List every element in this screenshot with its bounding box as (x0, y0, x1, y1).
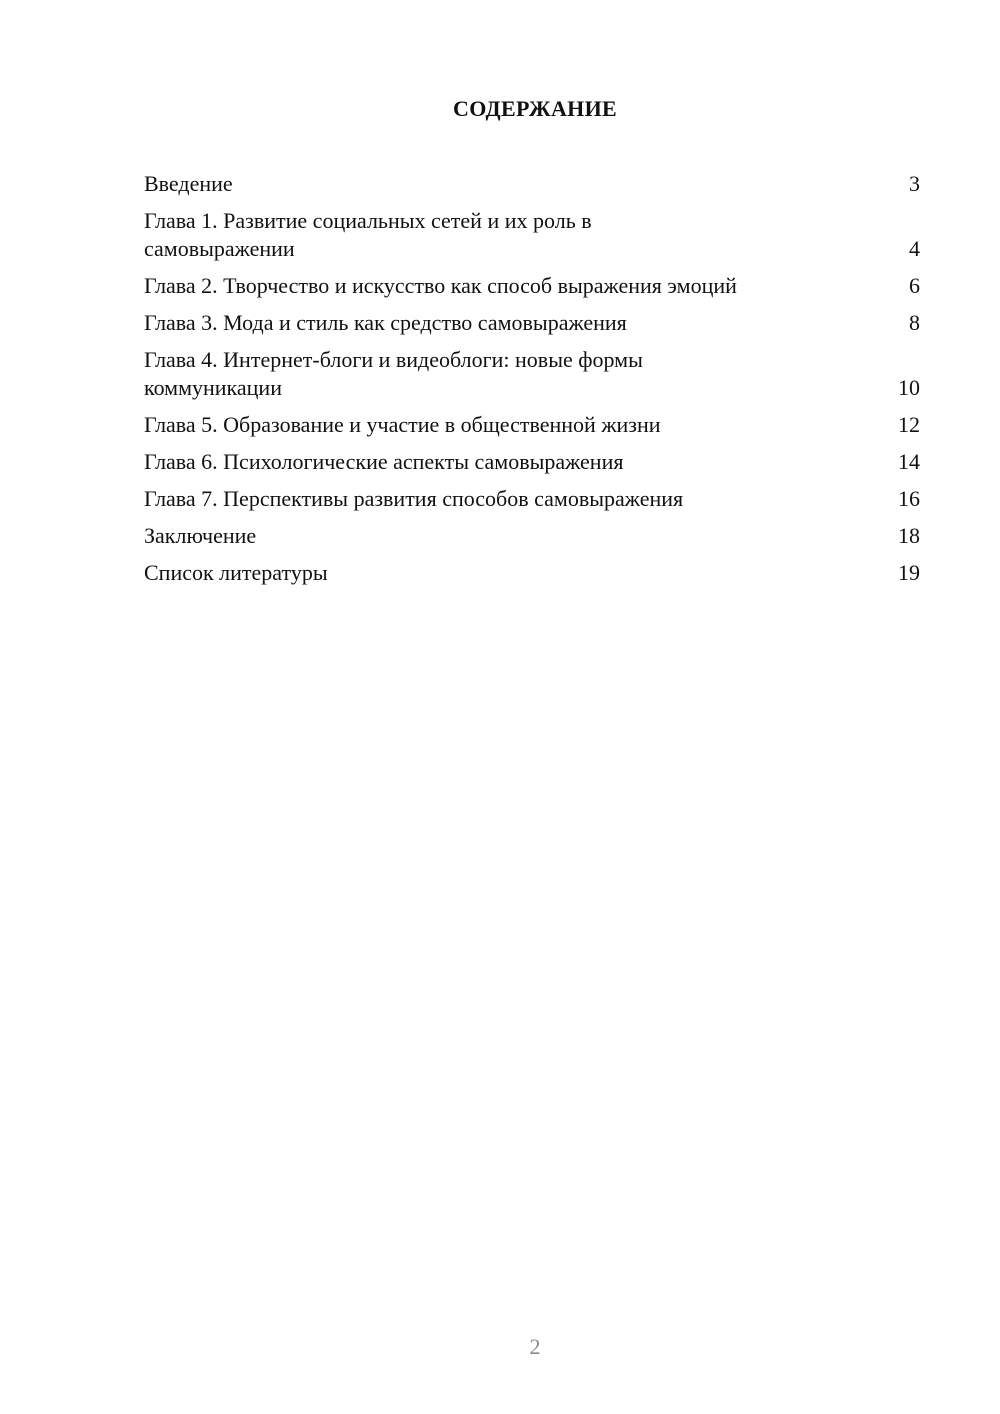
toc-item-page: 3 (909, 171, 920, 196)
page-title: СОДЕРЖАНИЕ (453, 96, 617, 121)
toc-item-bibliography (144, 559, 920, 587)
toc-item-introduction (144, 170, 920, 198)
toc-item-page: 16 (898, 486, 920, 511)
toc-item-label: Глава 7. Перспективы развития способов самовыражения (144, 486, 684, 511)
table-of-contents (144, 170, 920, 596)
toc-item-conclusion (144, 522, 920, 550)
toc-item-page: 10 (898, 375, 920, 400)
toc-item-page: 8 (909, 310, 920, 335)
toc-item-page: 4 (909, 236, 920, 261)
toc-item-label: Глава 4. Интернет-блоги и видеоблоги: новые формы коммуникации (144, 347, 643, 400)
toc-item-chapter-4 (144, 346, 920, 402)
toc-item-chapter-3 (144, 309, 920, 337)
toc-item-page: 18 (898, 523, 920, 548)
toc-item-label: Глава 1. Развитие социальных сетей и их роль в самовыражении (144, 208, 592, 261)
toc-item-label: Заключение (144, 523, 257, 548)
toc-item-chapter-1 (144, 207, 920, 263)
toc-item-chapter-2 (144, 272, 920, 300)
toc-item-page: 12 (898, 412, 920, 437)
toc-item-label: Глава 2. Творчество и искусство как способ выражения эмоций (144, 273, 737, 298)
toc-item-label: Глава 6. Психологические аспекты самовыражения (144, 449, 624, 474)
toc-item-label: Введение (144, 171, 233, 196)
toc-item-chapter-5 (144, 411, 920, 439)
toc-item-chapter-6 (144, 448, 920, 476)
page-number: 2 (529, 1334, 541, 1359)
toc-item-label: Глава 3. Мода и стиль как средство самовыражения (144, 310, 627, 335)
toc-item-page: 6 (909, 273, 920, 298)
toc-item-page: 14 (898, 449, 920, 474)
toc-item-page: 19 (898, 560, 920, 585)
toc-item-chapter-7 (144, 485, 920, 513)
toc-item-label: Глава 5. Образование и участие в общественной жизни (144, 412, 661, 437)
toc-item-label: Список литературы (144, 560, 328, 585)
